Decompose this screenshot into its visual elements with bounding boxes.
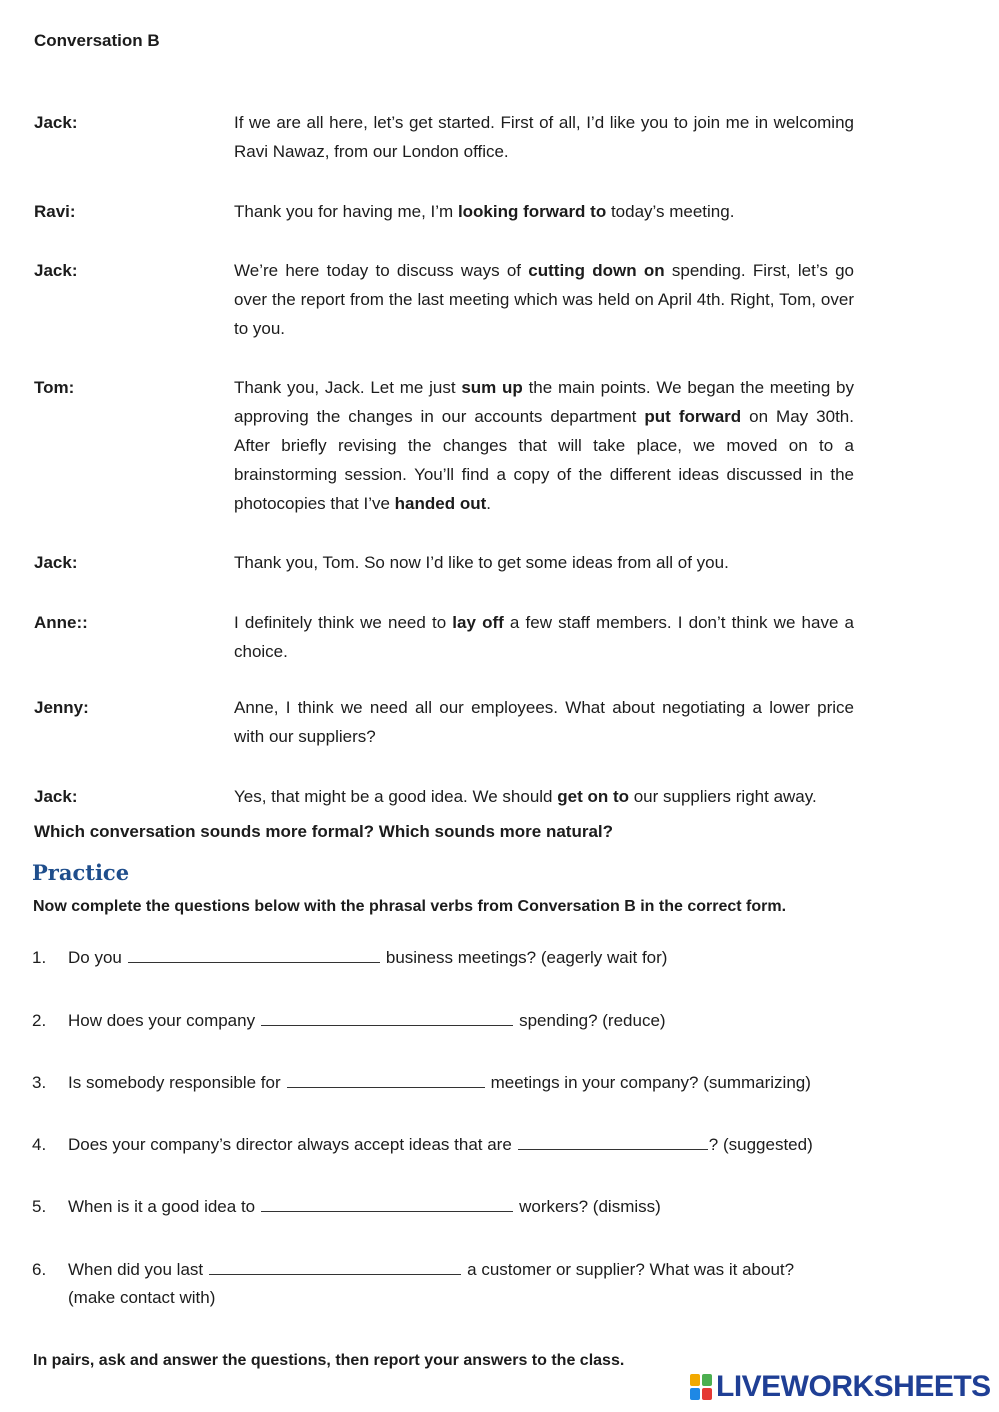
dialogue-line	[234, 373, 854, 518]
answer-blank[interactable]	[261, 1193, 513, 1212]
item-text-after: business meetings? (eagerly wait for)	[385, 948, 668, 967]
phrasal-verb: sum up	[461, 378, 523, 397]
item-number: 1.	[32, 948, 47, 967]
item-number: 3.	[32, 1073, 47, 1092]
dialogue-line	[234, 197, 854, 226]
item-text-before: Does your company’s director always accept ideas that are	[68, 1135, 512, 1154]
item-number: 2.	[32, 1011, 47, 1030]
dialogue-text: If we are all here, let’s get started. First of all, I’d like you to join me in welcoming Ravi Nawaz, from our London office.	[234, 113, 854, 161]
dialogue-line	[234, 782, 854, 811]
dialogue-text: the main points. We began the meeting by approving the changes in our accounts department	[234, 378, 854, 426]
item-text-before: How does your company	[68, 1011, 256, 1030]
item-number: 6.	[32, 1260, 47, 1279]
pairs-instruction: In pairs, ask and answer the questions, then report your answers to the class.	[33, 1352, 625, 1369]
practice-heading: Practice	[32, 860, 130, 885]
answer-blank[interactable]	[209, 1256, 461, 1275]
dialogue-line	[234, 256, 854, 343]
speaker-name: Jack:	[34, 553, 78, 572]
phrasal-verb: looking forward to	[457, 202, 607, 221]
dialogue-text: We’re here today to discuss ways of	[234, 261, 529, 280]
conversation-title: Conversation B	[34, 31, 160, 50]
speaker-name: Ravi:	[34, 202, 76, 221]
item-text-before: When is it a good idea to	[68, 1197, 256, 1216]
dialogue-text: Thank you, Jack. Let me just	[234, 378, 462, 397]
liveworksheets-logo-icon	[690, 1374, 712, 1400]
speaker-name: Jack:	[34, 787, 78, 806]
speaker-name: Jenny:	[34, 698, 89, 717]
dialogue-line	[234, 548, 854, 577]
dialogue-text: .	[486, 494, 492, 513]
liveworksheets-logo	[690, 1370, 991, 1404]
answer-blank[interactable]	[128, 944, 380, 963]
phrasal-verb: get on to	[557, 787, 629, 806]
item-number: 5.	[32, 1197, 47, 1216]
speaker-name: Jack:	[34, 261, 78, 280]
dialogue-text: I definitely think we need to	[234, 613, 453, 632]
item-text-after: meetings in your company? (summarizing)	[490, 1073, 811, 1092]
dialogue-line	[234, 693, 854, 751]
speaker-name: Tom:	[34, 378, 75, 397]
item-text-after: ? (suggested)	[708, 1135, 813, 1154]
item-text-before: When did you last	[68, 1260, 204, 1279]
answer-blank[interactable]	[287, 1069, 485, 1088]
dialogue-text: on May 30th. After briefly revising the changes that will take place, we moved on to a brainstorming session. You’ll find a copy of the different ideas discussed in the photocopies that I’ve	[234, 407, 854, 513]
dialogue-text: spending. First, let’s go over the report from the last meeting which was held on April 4th. Right, Tom, over to you.	[234, 261, 854, 338]
dialogue-line	[234, 608, 854, 666]
phrasal-verb: cutting down on	[528, 261, 665, 280]
dialogue-text: Thank you, Tom. So now I’d like to get some ideas from all of you.	[234, 553, 729, 572]
dialogue-text: a few staff members. I don’t think we have a choice.	[234, 613, 855, 661]
item-note: (make contact with)	[68, 1288, 216, 1307]
practice-instruction: Now complete the questions below with the phrasal verbs from Conversation B in the correct form.	[33, 898, 787, 915]
dialogue-text: Yes, that might be a good idea. We should	[234, 787, 558, 806]
item-text-before: Is somebody responsible for	[68, 1073, 281, 1092]
discussion-question: Which conversation sounds more formal? Which sounds more natural?	[34, 822, 614, 841]
item-text-before: Do you	[68, 948, 122, 967]
phrasal-verb: handed out	[394, 494, 487, 513]
answer-blank[interactable]	[261, 1007, 513, 1026]
dialogue-text: today’s meeting.	[606, 202, 735, 221]
dialogue-text: Thank you for having me, I’m	[234, 202, 458, 221]
item-text-after: a customer or supplier? What was it about?	[467, 1260, 795, 1279]
speaker-name: Anne::	[34, 613, 88, 632]
speaker-name: Jack:	[34, 113, 78, 132]
phrasal-verb: put forward	[644, 407, 742, 426]
phrasal-verb: lay off	[452, 613, 504, 632]
logo-text: LIVEWORKSHEETS	[716, 1370, 991, 1403]
answer-blank[interactable]	[518, 1131, 708, 1150]
item-text-after: workers? (dismiss)	[519, 1197, 661, 1216]
item-number: 4.	[32, 1135, 47, 1154]
dialogue-line	[234, 108, 854, 166]
dialogue-text: Anne, I think we need all our employees. What about negotiating a lower price with our suppliers?	[234, 698, 854, 746]
item-text-after: spending? (reduce)	[519, 1011, 666, 1030]
dialogue-text: our suppliers right away.	[629, 787, 817, 806]
